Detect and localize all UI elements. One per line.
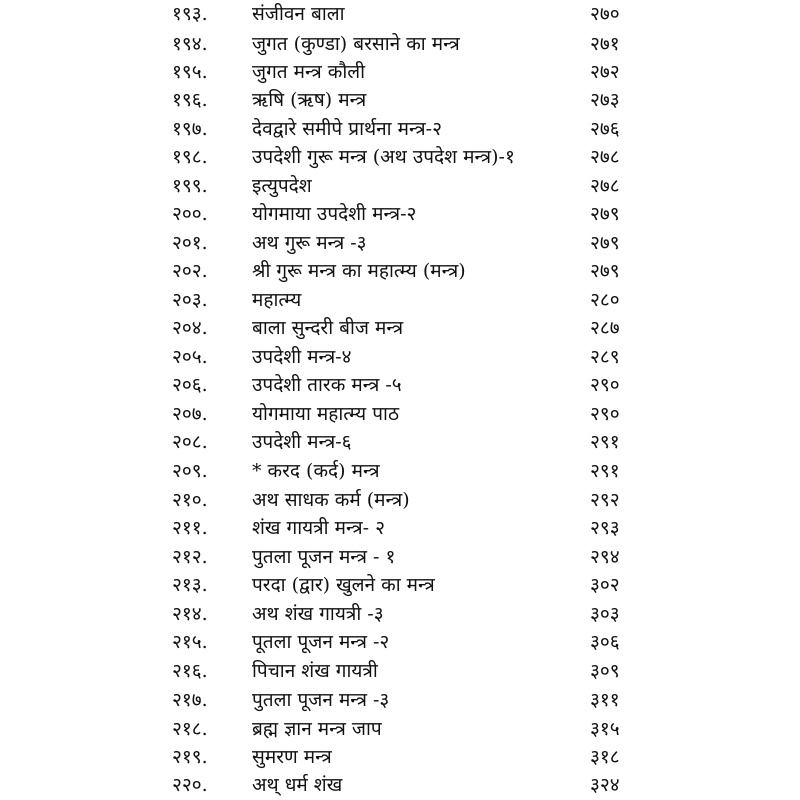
entry-number: २१०. (172, 489, 208, 511)
entry-number: २१२. (172, 546, 208, 568)
entry-number: २०९. (172, 460, 208, 482)
toc-entry (0, 628, 800, 656)
entry-title: अथ साधक कर्म (मन्त्र) (252, 489, 410, 511)
toc-entry (0, 143, 800, 171)
entry-title: * करद (कर्द) मन्त्र (252, 460, 380, 482)
entry-number: १९८. (172, 146, 208, 168)
toc-entry (0, 257, 800, 285)
entry-page: २९० (590, 403, 620, 425)
toc-entry (0, 715, 800, 743)
entry-title: जुगत मन्त्र कौली (252, 61, 366, 83)
toc-entry (0, 743, 800, 771)
entry-title: उपदेशी मन्त्र-६ (252, 431, 352, 453)
entry-title: अथ् धर्म शंख (252, 774, 343, 796)
entry-title: श्री गुरू मन्त्र का महात्म्य (मन्त्र) (252, 260, 466, 282)
toc-entry (0, 571, 800, 599)
toc-entry (0, 400, 800, 428)
toc-entry (0, 657, 800, 685)
toc-entry (0, 58, 800, 86)
toc-entry (0, 86, 800, 114)
toc-entry (0, 343, 800, 371)
entry-number: २१३. (172, 574, 208, 596)
entry-title: सुमरण मन्त्र (252, 746, 332, 768)
entry-page: २९४ (590, 546, 620, 568)
entry-title: उपदेशी मन्त्र-४ (252, 346, 352, 368)
entry-number: २०६. (172, 374, 208, 396)
entry-title: महात्म्य (252, 289, 302, 311)
toc-entry (0, 457, 800, 485)
entry-number: २०४. (172, 317, 208, 339)
entry-title: पिचान शंख गायत्री (252, 660, 378, 682)
toc-entry (0, 686, 800, 714)
entry-title: योगमाया महात्म्य पाठ (252, 403, 399, 425)
entry-page: २९२ (590, 489, 620, 511)
toc-entry (0, 30, 800, 58)
entry-page: २७३ (590, 89, 620, 111)
entry-page: २७९ (590, 203, 620, 225)
entry-page: २७८ (590, 146, 620, 168)
entry-page: २७१ (590, 33, 620, 55)
entry-page: २७८ (590, 175, 620, 197)
entry-number: २०८. (172, 431, 208, 453)
entry-title: ऋषि (ऋष) मन्त्र (252, 89, 367, 111)
entry-page: २८० (590, 289, 620, 311)
toc-entry (0, 371, 800, 399)
entry-number: २१५. (172, 631, 208, 653)
entry-title: उपदेशी गुरू मन्त्र (अथ उपदेश मन्त्र)-१ (252, 146, 515, 168)
entry-number: १९७. (172, 118, 208, 140)
toc-entry (0, 314, 800, 342)
entry-page: २७९ (590, 260, 620, 282)
entry-title: अथ गुरू मन्त्र -३ (252, 232, 367, 254)
entry-title: पूतला पूजन मन्त्र -२ (252, 631, 390, 653)
entry-page: ३०३ (590, 603, 620, 625)
entry-number: २०७. (172, 403, 208, 425)
entry-title: योगमाया उपदेशी मन्त्र-२ (252, 203, 417, 225)
entry-page: २७६ (590, 118, 620, 140)
entry-number: २१९. (172, 746, 208, 768)
entry-page: ३१८ (590, 746, 620, 768)
entry-title: जुगत (कुण्डा) बरसाने का मन्त्र (252, 33, 460, 55)
toc-entry (0, 771, 800, 799)
entry-page: २९० (590, 374, 620, 396)
toc-entry (0, 600, 800, 628)
entry-page: २९१ (590, 431, 620, 453)
entry-number: १९६. (172, 89, 208, 111)
entry-number: २००. (172, 203, 208, 225)
entry-title: देवद्वारे समीपे प्रार्थना मन्त्र-२ (252, 118, 442, 140)
entry-title: पुतला पूजन मन्त्र - १ (252, 546, 396, 568)
entry-title: इत्युपदेश (252, 175, 312, 197)
toc-entry (0, 486, 800, 514)
entry-title: अथ शंख गायत्री -३ (252, 603, 384, 625)
toc-entry (0, 115, 800, 143)
entry-title: परदा (द्वार) खुलने का मन्त्र (252, 574, 435, 596)
toc-entry (0, 543, 800, 571)
entry-page: २७० (590, 3, 620, 25)
entry-page: ३१५ (590, 718, 620, 740)
entry-number: १९९. (172, 175, 208, 197)
entry-number: २१७. (172, 689, 208, 711)
toc-entry (0, 229, 800, 257)
toc-entry (0, 0, 800, 28)
entry-page: ३११ (590, 689, 620, 711)
entry-number: २०१. (172, 232, 208, 254)
toc-entry (0, 286, 800, 314)
entry-page: २९१ (590, 460, 620, 482)
entry-page: २८७ (590, 317, 620, 339)
toc-entry (0, 514, 800, 542)
entry-title: पुतला पूजन मन्त्र -३ (252, 689, 390, 711)
entry-number: २०५. (172, 346, 208, 368)
entry-page: ३०९ (590, 660, 620, 682)
entry-title: बाला सुन्दरी बीज मन्त्र (252, 317, 404, 339)
entry-title: उपदेशी तारक मन्त्र -५ (252, 374, 402, 396)
entry-number: २१६. (172, 660, 208, 682)
entry-number: २०३. (172, 289, 208, 311)
entry-number: २११. (172, 517, 208, 539)
entry-title: संजीवन बाला (252, 3, 345, 25)
entry-title: शंख गायत्री मन्त्र- २ (252, 517, 385, 539)
toc-entry (0, 200, 800, 228)
entry-title: ब्रह्म ज्ञान मन्त्र जाप (252, 718, 382, 740)
entry-page: २९३ (590, 517, 620, 539)
toc-entry (0, 428, 800, 456)
entry-number: २१४. (172, 603, 208, 625)
entry-number: २१८. (172, 718, 208, 740)
entry-page: २८९ (590, 346, 620, 368)
entry-page: २७९ (590, 232, 620, 254)
entry-page: ३०२ (590, 574, 620, 596)
entry-number: १९३. (172, 3, 208, 25)
entry-number: २२०. (172, 774, 208, 796)
entry-number: १९५. (172, 61, 208, 83)
entry-number: १९४. (172, 33, 208, 55)
entry-page: ३२४ (590, 774, 620, 796)
entry-page: ३०६ (590, 631, 620, 653)
entry-page: २७२ (590, 61, 620, 83)
entry-number: २०२. (172, 260, 208, 282)
toc-entry (0, 172, 800, 200)
